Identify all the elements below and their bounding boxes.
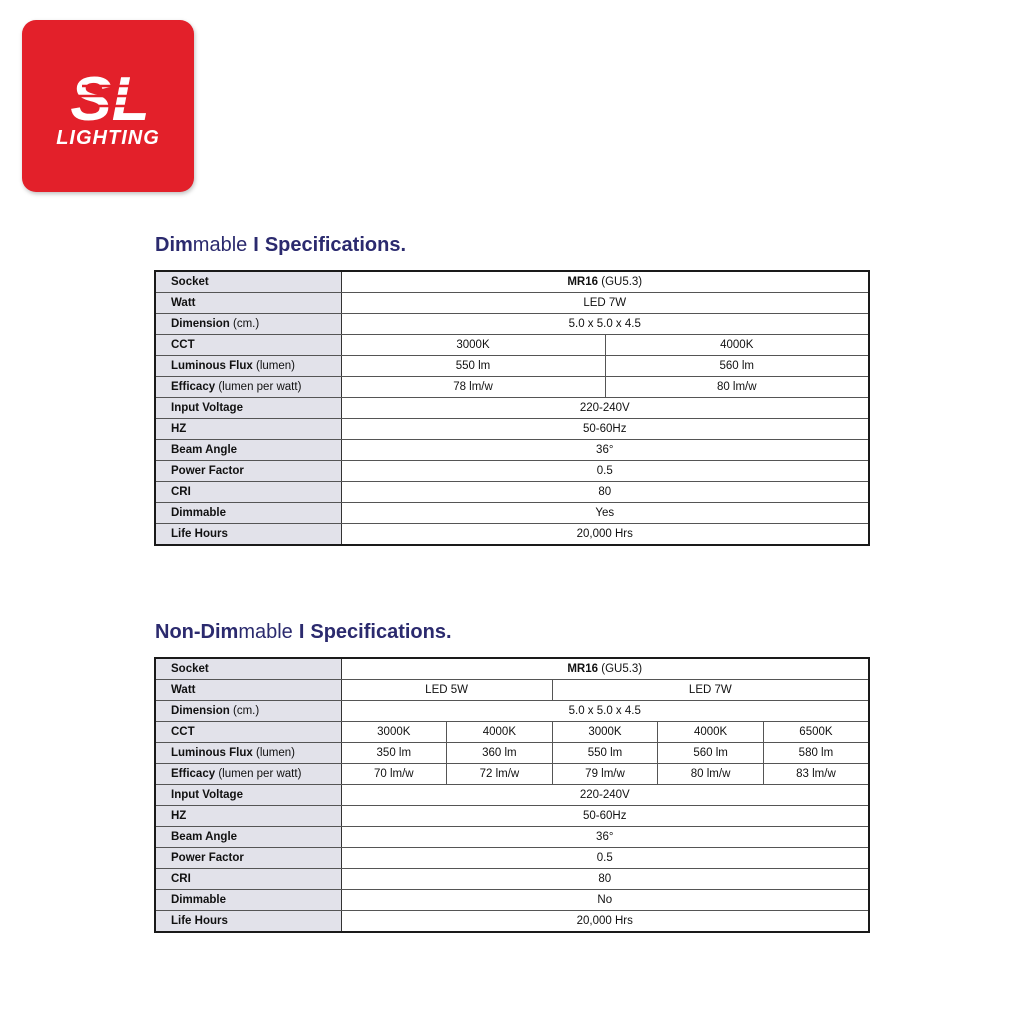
row-value: 6500K [763, 722, 869, 743]
row-value: 220-240V [341, 785, 869, 806]
row-value: 5.0 x 5.0 x 4.5 [341, 701, 869, 722]
row-value: 4000K [605, 335, 869, 356]
table-row [155, 419, 869, 440]
row-label [155, 764, 341, 785]
dimmable-spec-table [154, 270, 870, 546]
title-light-part: mable [192, 234, 248, 256]
table-row [155, 701, 869, 722]
table-row [155, 722, 869, 743]
row-value: Yes [341, 503, 869, 524]
table-row [155, 806, 869, 827]
table-row [155, 911, 869, 933]
row-value: 72 lm/w [447, 764, 553, 785]
row-value: 560 lm [605, 356, 869, 377]
row-value: 4000K [658, 722, 764, 743]
title-divider: I [253, 234, 259, 256]
dimmable-section-title [155, 234, 406, 257]
title-light-part: mable [238, 621, 293, 643]
row-value: LED 5W [341, 680, 552, 701]
label-text: Efficacy [171, 381, 216, 393]
label-unit: (lumen) [255, 747, 295, 759]
row-label: Beam Angle [155, 827, 341, 848]
row-value: 360 lm [447, 743, 553, 764]
row-value: 560 lm [658, 743, 764, 764]
row-value [341, 271, 869, 293]
label-unit: (lumen per watt) [218, 768, 302, 780]
row-value: 550 lm [552, 743, 658, 764]
row-value: 83 lm/w [763, 764, 869, 785]
table-row [155, 356, 869, 377]
label-unit: (cm.) [233, 705, 260, 717]
table-row [155, 785, 869, 806]
row-label: Life Hours [155, 911, 341, 933]
row-value: 4000K [447, 722, 553, 743]
row-value: 3000K [341, 335, 605, 356]
row-value [341, 658, 869, 680]
label-unit: (lumen) [255, 360, 295, 372]
table-row [155, 869, 869, 890]
label-text: Luminous Flux [171, 747, 253, 759]
table-row [155, 503, 869, 524]
row-value: 350 lm [341, 743, 447, 764]
table-row [155, 398, 869, 419]
table-row [155, 461, 869, 482]
row-value: 50-60Hz [341, 419, 869, 440]
label-text: Dimension [171, 705, 230, 717]
row-label: CCT [155, 722, 341, 743]
row-value: 3000K [552, 722, 658, 743]
label-text: Dimension [171, 318, 230, 330]
title-bold-part: Non-Dim [155, 621, 239, 643]
table-row [155, 658, 869, 680]
row-value: 79 lm/w [552, 764, 658, 785]
row-label: CCT [155, 335, 341, 356]
row-label: Beam Angle [155, 440, 341, 461]
row-label [155, 314, 341, 335]
row-value: 580 lm [763, 743, 869, 764]
row-value: 80 [341, 869, 869, 890]
table-row [155, 848, 869, 869]
socket-base: (GU5.3) [601, 663, 643, 675]
row-value: 50-60Hz [341, 806, 869, 827]
row-value: 550 lm [341, 356, 605, 377]
brand-logo [22, 20, 194, 192]
table-row [155, 764, 869, 785]
nondimmable-spec-table [154, 657, 870, 933]
row-label: Input Voltage [155, 398, 341, 419]
row-label: Socket [155, 271, 341, 293]
row-value: No [341, 890, 869, 911]
row-value: 3000K [341, 722, 447, 743]
row-label: Socket [155, 658, 341, 680]
socket-type: MR16 [567, 276, 599, 288]
table-row [155, 335, 869, 356]
row-label: Dimmable [155, 503, 341, 524]
row-value: 36° [341, 827, 869, 848]
row-label [155, 377, 341, 398]
table-row [155, 890, 869, 911]
table-row [155, 482, 869, 503]
row-label [155, 701, 341, 722]
row-label [155, 743, 341, 764]
label-unit: (cm.) [233, 318, 260, 330]
row-label: Life Hours [155, 524, 341, 546]
row-value: 20,000 Hrs [341, 524, 869, 546]
socket-base: (GU5.3) [601, 276, 643, 288]
table-row [155, 743, 869, 764]
row-label: Watt [155, 293, 341, 314]
socket-type: MR16 [567, 663, 599, 675]
row-label: CRI [155, 869, 341, 890]
table-row [155, 377, 869, 398]
table-row [155, 314, 869, 335]
title-suffix: Specifications. [310, 621, 452, 643]
row-value: LED 7W [341, 293, 869, 314]
label-text: Luminous Flux [171, 360, 253, 372]
row-value: 80 [341, 482, 869, 503]
nondimmable-section-title [155, 621, 452, 644]
row-value: 5.0 x 5.0 x 4.5 [341, 314, 869, 335]
sl-lighting-logo-mark [22, 20, 194, 192]
table-row [155, 271, 869, 293]
row-label: Power Factor [155, 848, 341, 869]
row-label: Input Voltage [155, 785, 341, 806]
row-label: Power Factor [155, 461, 341, 482]
row-label: HZ [155, 806, 341, 827]
logo-letters: SL [70, 65, 150, 134]
row-label: CRI [155, 482, 341, 503]
row-value: 36° [341, 440, 869, 461]
title-bold-part: Dim [155, 234, 193, 256]
label-unit: (lumen per watt) [218, 381, 302, 393]
table-row [155, 680, 869, 701]
row-value: 80 lm/w [605, 377, 869, 398]
row-value: 0.5 [341, 848, 869, 869]
row-label: HZ [155, 419, 341, 440]
logo-word: LIGHTING [56, 127, 160, 149]
table-row [155, 440, 869, 461]
row-value: 78 lm/w [341, 377, 605, 398]
table-row [155, 827, 869, 848]
row-value: 80 lm/w [658, 764, 764, 785]
row-value: 20,000 Hrs [341, 911, 869, 933]
label-text: Efficacy [171, 768, 216, 780]
title-suffix: Specifications. [264, 234, 406, 256]
row-label [155, 356, 341, 377]
row-value: 70 lm/w [341, 764, 447, 785]
row-label: Watt [155, 680, 341, 701]
row-label: Dimmable [155, 890, 341, 911]
row-value: 220-240V [341, 398, 869, 419]
table-row [155, 524, 869, 546]
row-value: LED 7W [552, 680, 869, 701]
row-value: 0.5 [341, 461, 869, 482]
table-row [155, 293, 869, 314]
title-divider: I [298, 621, 305, 643]
